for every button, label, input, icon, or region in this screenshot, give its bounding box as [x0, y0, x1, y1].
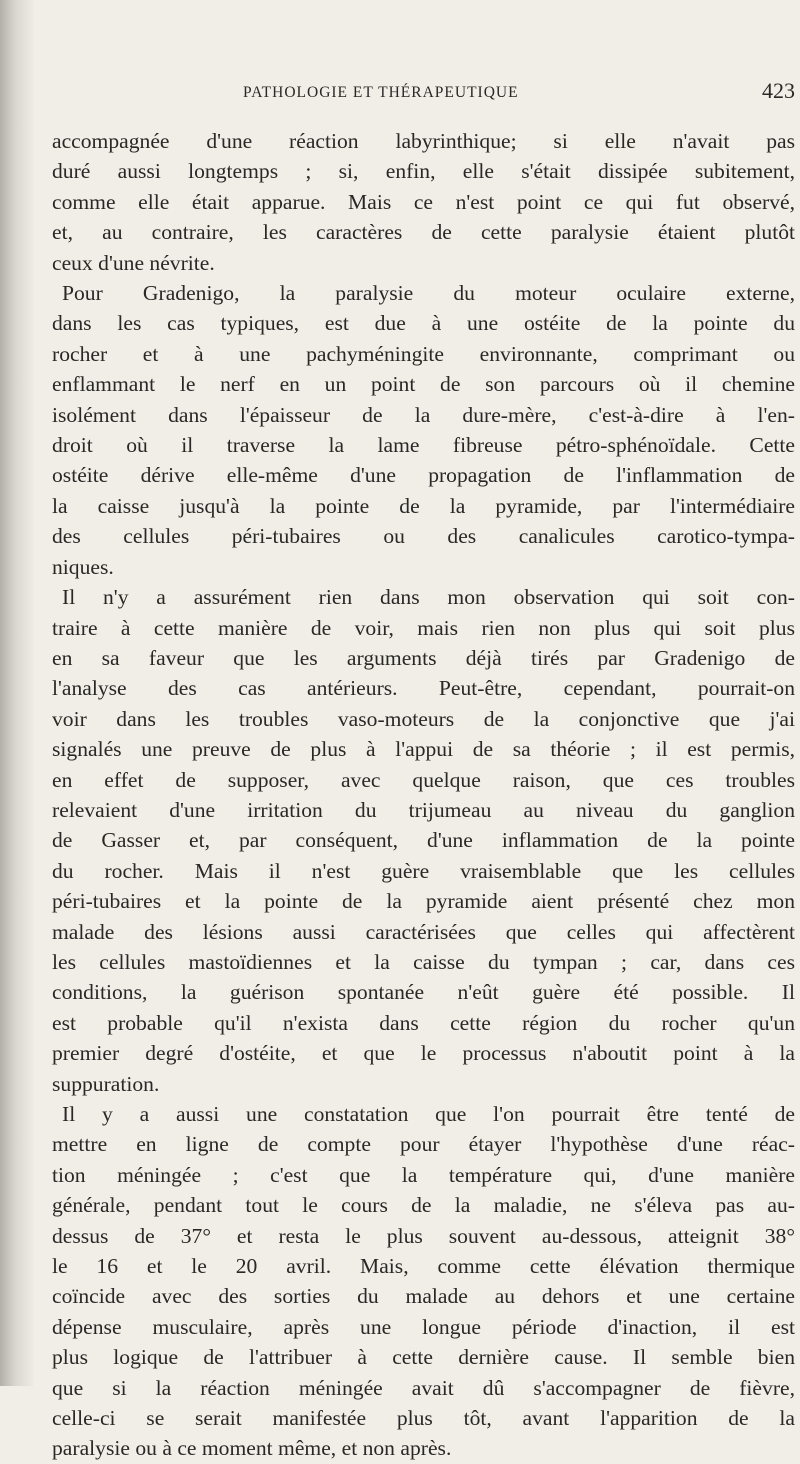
- text-line: ostéite dérive elle-même d'une propagation de l'inflammation de: [52, 463, 795, 488]
- paragraph: [52, 1099, 795, 1464]
- text-line: coïncide avec des sorties du malade au dehors et une certaine: [52, 1284, 795, 1309]
- text-line: le 16 et le 20 avril. Mais, comme cette élévation thermique: [52, 1254, 795, 1279]
- text-line: les cellules mastoïdiennes et la caisse du tympan ; car, dans ces: [52, 949, 795, 974]
- text-line: tion méningée ; c'est que la température qui, d'une manière: [52, 1162, 795, 1187]
- text-line: dans les cas typiques, est due à une ostéite de la pointe du: [52, 311, 795, 336]
- text-line: relevaient d'une irritation du trijumeau au niveau du ganglion: [52, 797, 795, 822]
- text-line: en sa faveur que les arguments déjà tirés par Gradenigo de: [52, 645, 795, 670]
- text-line: isolément dans l'épaisseur de la dure-mère, c'est-à-dire à l'en-: [52, 402, 795, 427]
- text-line: de Gasser et, par conséquent, d'une inflammation de la pointe: [52, 828, 795, 853]
- text-line: que si la réaction méningée avait dû s'accompagner de fièvre,: [52, 1375, 795, 1400]
- text-line: mettre en ligne de compte pour étayer l'hypothèse d'une réac-: [52, 1132, 795, 1157]
- text-line: Pour Gradenigo, la paralysie du moteur oculaire externe,: [62, 281, 795, 306]
- paragraph: [52, 278, 795, 582]
- page-binding-shadow: [0, 0, 34, 1386]
- text-line: Il n'y a assurément rien dans mon observation qui soit con-: [62, 585, 795, 610]
- text-line: dessus de 37° et resta le plus souvent au-dessous, atteignit 38°: [52, 1223, 795, 1248]
- text-line: conditions, la guérison spontanée n'eût guère été possible. Il: [52, 980, 795, 1005]
- text-line: celle-ci se serait manifestée plus tôt, avant l'apparition de la: [52, 1406, 795, 1431]
- text-line: enflammant le nerf en un point de son parcours où il chemine: [52, 372, 795, 397]
- text-line: plus logique de l'attribuer à cette dernière cause. Il semble bien: [52, 1345, 795, 1370]
- text-line: des cellules péri-tubaires ou des canalicules carotico-tympa-: [52, 524, 795, 549]
- text-line: péri-tubaires et la pointe de la pyramide aient présenté chez mon: [52, 889, 795, 914]
- text-line: premier degré d'ostéite, et que le processus n'aboutit point à la: [52, 1041, 795, 1066]
- paragraph: [52, 126, 795, 278]
- running-head: PATHOLOGIE ET THÉRAPEUTIQUE: [243, 84, 519, 101]
- page-header: [243, 78, 795, 108]
- text-line: comme elle était apparue. Mais ce n'est point ce qui fut observé,: [52, 189, 795, 214]
- text-line: la caisse jusqu'à la pointe de la pyramide, par l'intermédiaire: [52, 493, 795, 518]
- text-line: duré aussi longtemps ; si, enfin, elle s'était dissipée subitement,: [52, 159, 795, 184]
- text-line: droit où il traverse la lame fibreuse pétro-sphénoïdale. Cette: [52, 433, 795, 458]
- text-line: paralysie ou à ce moment même, et non après.: [52, 1436, 452, 1461]
- text-line: ceux d'une névrite.: [52, 250, 215, 275]
- text-line: Il y a aussi une constatation que l'on pourrait être tenté de: [62, 1102, 795, 1126]
- text-line: rocher et à une pachyméningite environnante, comprimant ou: [52, 341, 795, 366]
- text-line: et, au contraire, les caractères de cette paralysie étaient plutôt: [52, 220, 795, 245]
- text-line: est probable qu'il n'exista dans cette région du rocher qu'un: [52, 1010, 795, 1035]
- text-line: voir dans les troubles vaso-moteurs de la conjonctive que j'ai: [52, 706, 795, 731]
- text-line: l'analyse des cas antérieurs. Peut-être, cependant, pourrait-on: [52, 676, 795, 701]
- text-line: générale, pendant tout le cours de la maladie, ne s'éleva pas au-: [52, 1193, 795, 1218]
- text-line: du rocher. Mais il n'est guère vraisemblable que les cellules: [52, 858, 795, 883]
- text-line: malade des lésions aussi caractérisées que celles qui affectèrent: [52, 919, 795, 944]
- text-line: traire à cette manière de voir, mais rien non plus qui soit plus: [52, 615, 795, 640]
- text-line: en effet de supposer, avec quelque raison, que ces troubles: [52, 767, 795, 792]
- text-line: signalés une preuve de plus à l'appui de sa théorie ; il est permis,: [52, 737, 795, 762]
- text-line: dépense musculaire, après une longue période d'inaction, il est: [52, 1314, 795, 1339]
- text-line: accompagnée d'une réaction labyrinthique; si elle n'avait pas: [52, 129, 795, 153]
- paragraph: [52, 582, 795, 1099]
- text-line: suppuration.: [52, 1071, 160, 1096]
- text-line: niques.: [52, 554, 114, 579]
- page-number: 423: [762, 78, 795, 103]
- body-text: [52, 126, 795, 1464]
